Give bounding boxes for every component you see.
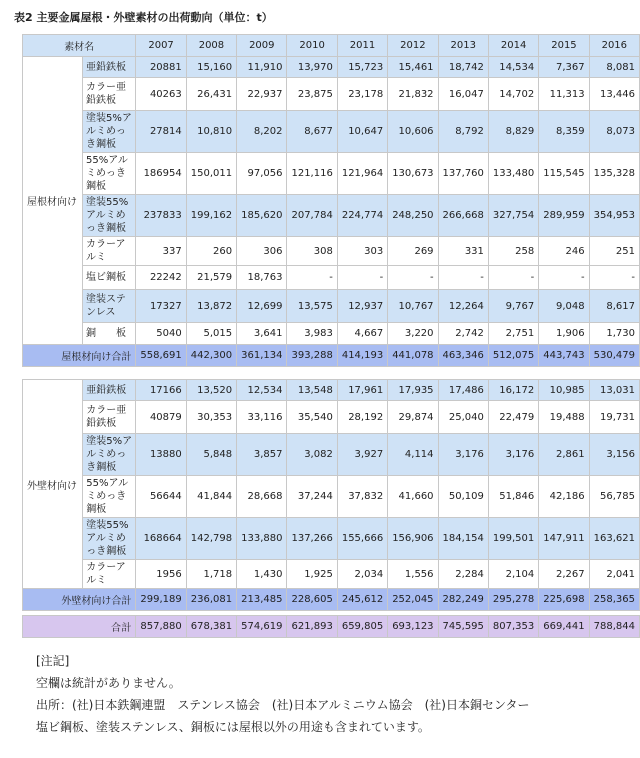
value-cell: 3,176 (488, 434, 538, 476)
material-name: 塗装55%アルミめっき鋼板 (83, 518, 136, 560)
column-header-year: 2013 (438, 35, 488, 57)
material-name: 塗装5%アルミめっき鋼板 (83, 111, 136, 153)
material-name: 55%アルミめっき鋼板 (83, 476, 136, 518)
value-cell: 3,220 (388, 323, 438, 345)
roof-section (23, 57, 640, 367)
value-cell: 10,606 (388, 111, 438, 153)
table-row (23, 195, 640, 237)
material-name: カラー亜鉛鉄板 (83, 401, 136, 434)
value-cell: 12,699 (237, 290, 287, 323)
value-cell: 10,810 (186, 111, 236, 153)
subtotal-cell: 463,346 (438, 345, 488, 367)
value-cell: 251 (589, 237, 639, 266)
value-cell: 18,763 (237, 266, 287, 290)
value-cell: 56644 (136, 476, 186, 518)
value-cell: 260 (186, 237, 236, 266)
value-cell: 258 (488, 237, 538, 266)
value-cell: 3,176 (438, 434, 488, 476)
table-row (23, 111, 640, 153)
value-cell: 156,906 (388, 518, 438, 560)
value-cell: 40879 (136, 401, 186, 434)
subtotal-cell: 414,193 (337, 345, 387, 367)
value-cell: 27814 (136, 111, 186, 153)
table-row (23, 560, 640, 589)
value-cell: 11,313 (539, 78, 589, 111)
subtotal-cell: 442,300 (186, 345, 236, 367)
wall-table (22, 379, 640, 611)
value-cell: 13880 (136, 434, 186, 476)
subtotal-cell: 393,288 (287, 345, 337, 367)
table-row (23, 57, 640, 78)
group-label: 外壁材向け (23, 380, 83, 589)
subtotal-cell: 225,698 (539, 589, 589, 611)
value-cell: 17,486 (438, 380, 488, 401)
value-cell: 33,116 (237, 401, 287, 434)
value-cell: 37,244 (287, 476, 337, 518)
value-cell: 3,927 (337, 434, 387, 476)
table-row (23, 153, 640, 195)
value-cell: 9,048 (539, 290, 589, 323)
subtotal-row (23, 589, 640, 611)
grand-total-cell: 659,805 (337, 616, 387, 638)
value-cell: 248,250 (388, 195, 438, 237)
value-cell: 2,034 (337, 560, 387, 589)
column-header-year: 2007 (136, 35, 186, 57)
grand-total-row (23, 616, 640, 638)
subtotal-cell: 228,605 (287, 589, 337, 611)
value-cell: 13,031 (589, 380, 639, 401)
value-cell: 137,266 (287, 518, 337, 560)
value-cell: 133,880 (237, 518, 287, 560)
value-cell: 224,774 (337, 195, 387, 237)
value-cell: - (488, 266, 538, 290)
value-cell: - (388, 266, 438, 290)
material-name: カラー亜鉛鉄板 (83, 78, 136, 111)
value-cell: 28,668 (237, 476, 287, 518)
value-cell: 23,875 (287, 78, 337, 111)
value-cell: 2,284 (438, 560, 488, 589)
subtotal-cell: 213,485 (237, 589, 287, 611)
value-cell: 2,742 (438, 323, 488, 345)
value-cell: 12,937 (337, 290, 387, 323)
value-cell: 199,501 (488, 518, 538, 560)
material-name: 亜鉛鉄板 (83, 57, 136, 78)
material-name: 塗装ステンレス (83, 290, 136, 323)
group-label: 屋根材向け (23, 57, 83, 345)
value-cell: 142,798 (186, 518, 236, 560)
column-header-year: 2009 (237, 35, 287, 57)
subtotal-row (23, 345, 640, 367)
total-table (22, 615, 640, 638)
grand-total-cell: 745,595 (438, 616, 488, 638)
value-cell: 269 (388, 237, 438, 266)
notes-line: 塩ビ鋼板、塗装ステンレス、銅板には屋根以外の用途も含まれています。 (36, 720, 430, 734)
value-cell: 42,186 (539, 476, 589, 518)
grand-total-label (23, 616, 136, 638)
value-cell: 1,925 (287, 560, 337, 589)
value-cell: 15,461 (388, 57, 438, 78)
table-title: 表2 主要金属屋根・外壁素材の出荷動向（単位：t） (14, 11, 273, 24)
value-cell: 2,267 (539, 560, 589, 589)
value-cell: 5,015 (186, 323, 236, 345)
subtotal-cell: 282,249 (438, 589, 488, 611)
value-cell: 3,857 (237, 434, 287, 476)
value-cell: 3,641 (237, 323, 287, 345)
value-cell: 5040 (136, 323, 186, 345)
material-name: 塩ビ鋼板 (83, 266, 136, 290)
value-cell: 41,660 (388, 476, 438, 518)
value-cell: 11,910 (237, 57, 287, 78)
value-cell: 56,785 (589, 476, 639, 518)
grand-total-label-left: 合 (111, 623, 121, 634)
value-cell: 308 (287, 237, 337, 266)
table-row (23, 401, 640, 434)
column-header-year: 2008 (186, 35, 236, 57)
value-cell: 147,911 (539, 518, 589, 560)
value-cell: 10,647 (337, 111, 387, 153)
value-cell: 1,718 (186, 560, 236, 589)
notes-line: 空欄は統計がありません。 (36, 676, 181, 690)
value-cell: 2,751 (488, 323, 538, 345)
value-cell: 30,353 (186, 401, 236, 434)
value-cell: 21,579 (186, 266, 236, 290)
value-cell: - (337, 266, 387, 290)
value-cell: 97,056 (237, 153, 287, 195)
header-row (23, 35, 640, 57)
shipment-table (22, 34, 640, 367)
value-cell: 1,906 (539, 323, 589, 345)
value-cell: 19,488 (539, 401, 589, 434)
value-cell: 5,848 (186, 434, 236, 476)
value-cell: 8,617 (589, 290, 639, 323)
grand-total-cell: 669,441 (539, 616, 589, 638)
value-cell: 8,081 (589, 57, 639, 78)
value-cell: 135,328 (589, 153, 639, 195)
value-cell: 1,556 (388, 560, 438, 589)
material-name: 55%アルミめっき鋼板 (83, 153, 136, 195)
subtotal-cell: 361,134 (237, 345, 287, 367)
value-cell: - (287, 266, 337, 290)
value-cell: 41,844 (186, 476, 236, 518)
subtotal-cell: 295,278 (488, 589, 538, 611)
table-row (23, 323, 640, 345)
value-cell: 8,359 (539, 111, 589, 153)
value-cell: 17,961 (337, 380, 387, 401)
value-cell: 168664 (136, 518, 186, 560)
value-cell: 13,548 (287, 380, 337, 401)
material-name: 亜鉛鉄板 (83, 380, 136, 401)
table-row (23, 290, 640, 323)
value-cell: 327,754 (488, 195, 538, 237)
value-cell: - (438, 266, 488, 290)
material-name: 塗装5%アルミめっき鋼板 (83, 434, 136, 476)
grand-total-cell: 857,880 (136, 616, 186, 638)
value-cell: 14,534 (488, 57, 538, 78)
column-header-year: 2010 (287, 35, 337, 57)
value-cell: 137,760 (438, 153, 488, 195)
value-cell: 13,970 (287, 57, 337, 78)
value-cell: 10,767 (388, 290, 438, 323)
value-cell: 186954 (136, 153, 186, 195)
value-cell: 17327 (136, 290, 186, 323)
value-cell: 13,575 (287, 290, 337, 323)
material-name: カラーアルミ (83, 560, 136, 589)
value-cell: 17,935 (388, 380, 438, 401)
wall-section (23, 380, 640, 611)
value-cell: 22,479 (488, 401, 538, 434)
value-cell: 1,430 (237, 560, 287, 589)
value-cell: 15,723 (337, 57, 387, 78)
value-cell: 3,156 (589, 434, 639, 476)
column-header-year: 2012 (388, 35, 438, 57)
value-cell: 19,731 (589, 401, 639, 434)
value-cell: 246 (539, 237, 589, 266)
subtotal-cell: 512,075 (488, 345, 538, 367)
value-cell: 28,192 (337, 401, 387, 434)
grand-total-cell: 788,844 (589, 616, 639, 638)
column-header-year: 2016 (589, 35, 639, 57)
value-cell: - (539, 266, 589, 290)
value-cell: 8,073 (589, 111, 639, 153)
value-cell: 13,872 (186, 290, 236, 323)
value-cell: 9,767 (488, 290, 538, 323)
value-cell: 50,109 (438, 476, 488, 518)
value-cell: 199,162 (186, 195, 236, 237)
subtotal-label: 外壁材向け合計 (23, 589, 136, 611)
value-cell: 266,668 (438, 195, 488, 237)
value-cell: 337 (136, 237, 186, 266)
value-cell: 37,832 (337, 476, 387, 518)
subtotal-cell: 236,081 (186, 589, 236, 611)
subtotal-cell: 558,691 (136, 345, 186, 367)
subtotal-cell: 441,078 (388, 345, 438, 367)
value-cell: 1,730 (589, 323, 639, 345)
value-cell: 155,666 (337, 518, 387, 560)
value-cell: 133,480 (488, 153, 538, 195)
value-cell: 1956 (136, 560, 186, 589)
value-cell: 306 (237, 237, 287, 266)
value-cell: 150,011 (186, 153, 236, 195)
value-cell: 22242 (136, 266, 186, 290)
subtotal-cell: 530,479 (589, 345, 639, 367)
value-cell: 289,959 (539, 195, 589, 237)
value-cell: 185,620 (237, 195, 287, 237)
column-header-year: 2011 (337, 35, 387, 57)
value-cell: 354,953 (589, 195, 639, 237)
value-cell: 2,104 (488, 560, 538, 589)
value-cell: 4,114 (388, 434, 438, 476)
value-cell: 16,172 (488, 380, 538, 401)
value-cell: 25,040 (438, 401, 488, 434)
value-cell: 163,621 (589, 518, 639, 560)
column-header-year: 2014 (488, 35, 538, 57)
value-cell: 115,545 (539, 153, 589, 195)
value-cell: 3,082 (287, 434, 337, 476)
subtotal-cell: 252,045 (388, 589, 438, 611)
grand-total-cell: 693,123 (388, 616, 438, 638)
value-cell: 16,047 (438, 78, 488, 111)
subtotal-cell: 258,365 (589, 589, 639, 611)
value-cell: 21,832 (388, 78, 438, 111)
grand-total-cell: 678,381 (186, 616, 236, 638)
value-cell: 20881 (136, 57, 186, 78)
value-cell: 237833 (136, 195, 186, 237)
value-cell: 303 (337, 237, 387, 266)
value-cell: 29,874 (388, 401, 438, 434)
value-cell: 13,446 (589, 78, 639, 111)
material-name: 銅 板 (83, 323, 136, 345)
value-cell: 4,667 (337, 323, 387, 345)
subtotal-label: 屋根材向け合計 (23, 345, 136, 367)
value-cell: 130,673 (388, 153, 438, 195)
value-cell: 26,431 (186, 78, 236, 111)
value-cell: 14,702 (488, 78, 538, 111)
grand-total-label-right: 計 (121, 623, 132, 634)
table-row (23, 434, 640, 476)
value-cell: 18,742 (438, 57, 488, 78)
material-name: カラーアルミ (83, 237, 136, 266)
column-header-year: 2015 (539, 35, 589, 57)
value-cell: 15,160 (186, 57, 236, 78)
value-cell: 2,041 (589, 560, 639, 589)
value-cell: 51,846 (488, 476, 538, 518)
value-cell: 207,784 (287, 195, 337, 237)
value-cell: 121,116 (287, 153, 337, 195)
value-cell: 35,540 (287, 401, 337, 434)
value-cell: 40263 (136, 78, 186, 111)
value-cell: 17166 (136, 380, 186, 401)
value-cell: 8,202 (237, 111, 287, 153)
grand-total-cell: 574,619 (237, 616, 287, 638)
value-cell: 22,937 (237, 78, 287, 111)
value-cell: 7,367 (539, 57, 589, 78)
table-row (23, 518, 640, 560)
subtotal-cell: 245,612 (337, 589, 387, 611)
subtotal-cell: 443,743 (539, 345, 589, 367)
notes-heading: [注記] (36, 654, 70, 668)
value-cell: 12,264 (438, 290, 488, 323)
value-cell: 8,677 (287, 111, 337, 153)
table-row (23, 476, 640, 518)
value-cell: 8,792 (438, 111, 488, 153)
grand-total-cell: 807,353 (488, 616, 538, 638)
value-cell: 3,983 (287, 323, 337, 345)
value-cell: - (589, 266, 639, 290)
value-cell: 10,985 (539, 380, 589, 401)
material-name: 塗装55%アルミめっき鋼板 (83, 195, 136, 237)
notes (36, 650, 530, 738)
grand-total-cell: 621,893 (287, 616, 337, 638)
value-cell: 121,964 (337, 153, 387, 195)
value-cell: 184,154 (438, 518, 488, 560)
value-cell: 23,178 (337, 78, 387, 111)
value-cell: 13,520 (186, 380, 236, 401)
value-cell: 2,861 (539, 434, 589, 476)
notes-line: 出所：(社)日本鉄鋼連盟 ステンレス協会 (社)日本アルミニウム協会 (社)日本銅センター (36, 698, 530, 712)
column-header-material: 素材名 (23, 35, 136, 57)
table-row (23, 266, 640, 290)
value-cell: 8,829 (488, 111, 538, 153)
value-cell: 331 (438, 237, 488, 266)
table-row (23, 78, 640, 111)
value-cell: 12,534 (237, 380, 287, 401)
subtotal-cell: 299,189 (136, 589, 186, 611)
table-row (23, 237, 640, 266)
table-row (23, 380, 640, 401)
